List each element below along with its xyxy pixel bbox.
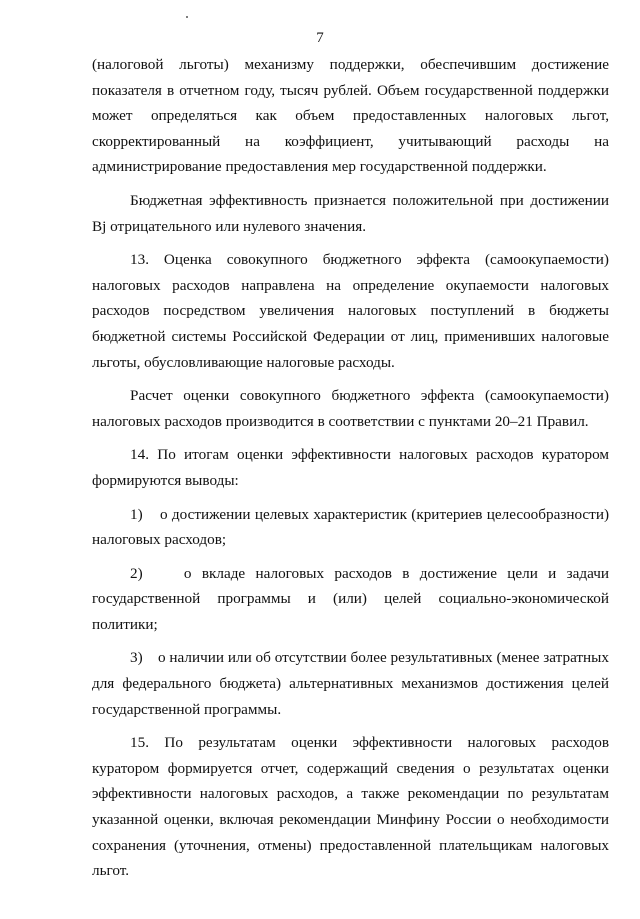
document-body [92,52,613,884]
paragraph-item-15: 15. По результатам оценки эффективности налоговых расходов куратором формируется отчет, содержащий сведения о результатах оценки эффективности налоговых расходов, а также рекомендации по результатам указанной оценки, включая рекомендации Минфину России о необходимости сохранения (уточнения, отмены) предоставленной плательщикам налоговых льгот. [92,734,609,880]
list-item-2: 2) о вкладе налоговых расходов в достижение цели и задачи государственной программы и (или) целей социально-экономической политики; [92,564,613,633]
page-number: 7 [316,30,324,46]
paragraph-calculation: Расчет оценки совокупного бюджетного эффекта (самоокупаемости) налоговых расходов производится в соответствии с пунктами 20–21 Правил. [92,387,609,430]
paragraph-budget-efficiency: Бюджетная эффективность признается положительной при достижении Вj отрицательного или нулевого значения. [92,191,609,235]
paragraph-item-14: 14. По итогам оценки эффективности налоговых расходов куратором формируются выводы: [92,446,609,489]
scan-speck [186,16,188,18]
paragraph-continuation: (налоговой льготы) механизму поддержки, обеспечившим достижение показателя в отчетном году, тысяч рублей. Объем государственной поддержки может определяться как объем предоставленных налоговых льгот, скорректированный на коэффициент, учитывающий расходы на администрирование предоставления мер государственной поддержки. [92,56,609,176]
paragraph-item-13: 13. Оценка совокупного бюджетного эффекта (самоокупаемости) налоговых расходов направлена на определение окупаемости налоговых расходов посредством увеличения налоговых поступлений в бюджеты бюджетной системы Российской Федерации от лиц, применивших налоговые льготы, обусловливающие налоговые расходы. [92,251,609,371]
list-item-3: 3) о наличии или об отсутствии более результативных (менее затратных для федерального бюджета) альтернативных механизмов достижения целей государственной программы. [92,649,613,718]
list-item-1: 1) о достижении целевых характеристик (критериев целесообразности) налоговых расходов; [92,505,613,549]
